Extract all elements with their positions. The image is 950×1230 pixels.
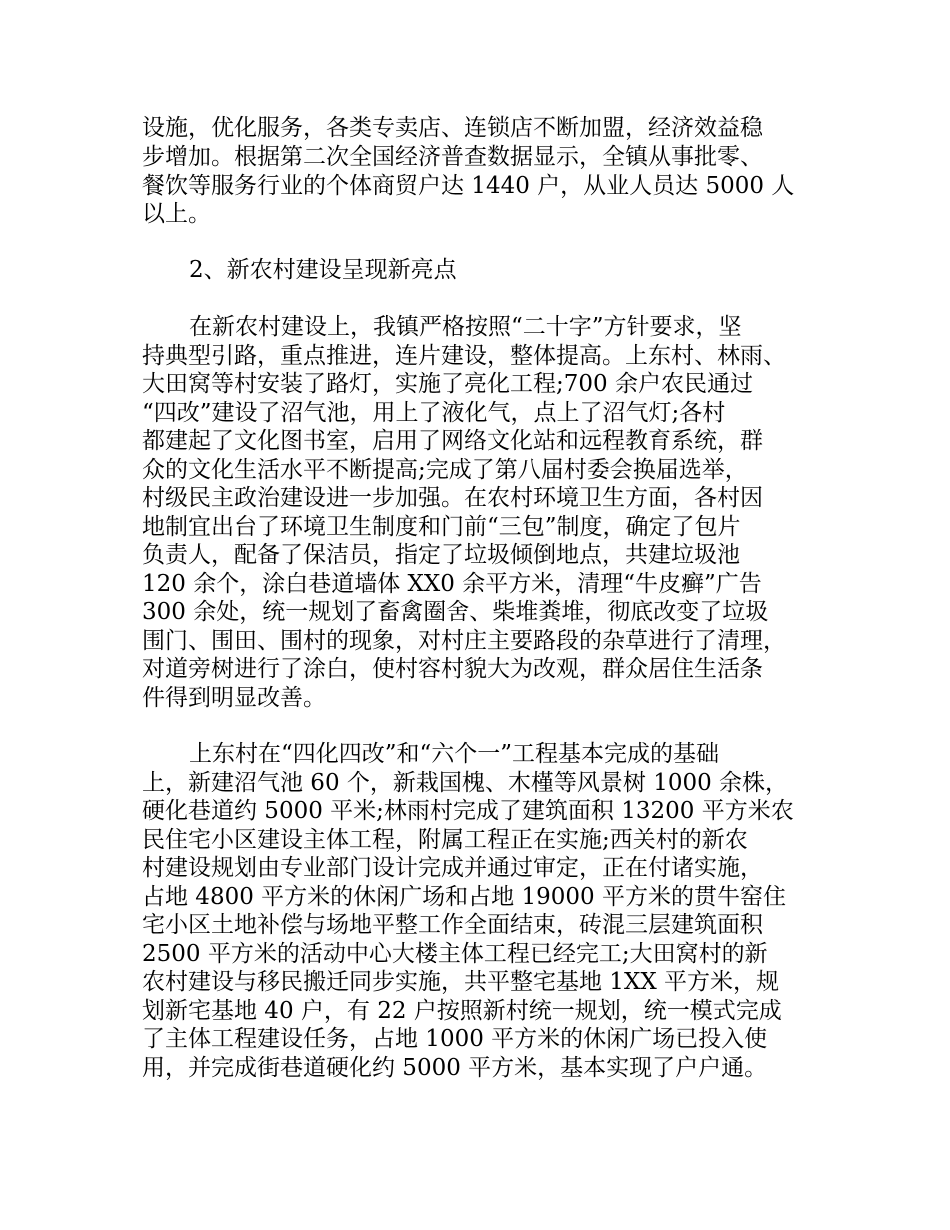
text-line: 120 余个，涂白巷道墙体 XX0 余平方米，清理“牛皮癣”广告 <box>142 571 762 597</box>
text-line: “四改”建设了沼气池，用上了液化气，点上了沼气灯;各村 <box>142 400 726 426</box>
text-line: 餐饮等服务行业的个体商贸户达 1440 户，从业人员达 5000 人 <box>142 173 795 199</box>
text-line: 设施，优化服务，各类专卖店、连锁店不断加盟，经济效益稳 <box>142 115 763 141</box>
text-line: 件得到明显改善。 <box>142 685 326 711</box>
text-line: 农村建设与移民搬迁同步实施，共平整宅基地 1XX 平方米，规 <box>142 969 780 995</box>
text-line: 2500 平方米的活动中心大楼主体工程已经完工;大田窝村的新 <box>142 941 768 967</box>
text-line: 大田窝等村安装了路灯，实施了亮化工程;700 余户农民通过 <box>142 371 753 397</box>
text-line: 众的文化生活水平不断提高;完成了第八届村委会换届选举， <box>142 457 748 483</box>
text-line: 硬化巷道约 5000 平米;林雨村完成了建筑面积 13200 平方米农 <box>142 798 794 824</box>
text-line: 村级民主政治建设进一步加强。在农村环境卫生方面，各村因 <box>142 485 763 511</box>
text-line: 负责人，配备了保洁员，指定了垃圾倾倒地点，共建垃圾池 <box>142 542 740 568</box>
text-line: 300 余处，统一规划了畜禽圈舍、柴堆粪堆，彻底改变了垃圾 <box>142 599 769 625</box>
text-line: 围门、围田、围村的现象，对村庄主要路段的杂草进行了清理， <box>142 628 786 654</box>
text-line: 以上。 <box>142 201 211 227</box>
text-line: 在新农村建设上，我镇严格按照“二十字”方针要求，坚 <box>189 314 742 340</box>
text-line: 用，并完成街巷道硬化约 5000 平方米，基本实现了户户通。 <box>142 1055 768 1081</box>
text-line: 占地 4800 平方米的休闲广场和占地 19000 平方米的贯牛窑住 <box>142 884 786 910</box>
text-line: 都建起了文化图书室，启用了网络文化站和远程教育系统，群 <box>142 428 763 454</box>
text-line: 地制宜出台了环境卫生制度和门前“三包”制度，确定了包片 <box>142 514 741 540</box>
section-heading: 2、新农村建设呈现新亮点 <box>189 257 457 283</box>
text-line: 划新宅基地 40 户，有 22 户按照新村统一规划，统一模式完成 <box>142 998 782 1024</box>
text-line: 持典型引路，重点推进，连片建设，整体提高。上东村、林雨、 <box>142 343 786 369</box>
text-line: 宅小区土地补偿与场地平整工作全面结束，砖混三层建筑面积 <box>142 912 763 938</box>
text-line: 上东村在“四化四改”和“六个一”工程基本完成的基础 <box>189 741 720 767</box>
text-line: 对道旁树进行了涂白，使村容村貌大为改观，群众居住生活条 <box>142 656 763 682</box>
text-line: 了主体工程建设任务，占地 1000 平方米的休闲广场已投入使 <box>142 1026 768 1052</box>
text-line: 村建设规划由专业部门设计完成并通过审定，正在付诸实施， <box>142 855 763 881</box>
text-line: 步增加。根据第二次全国经济普查数据显示，全镇从事批零、 <box>142 144 763 170</box>
text-line: 民住宅小区建设主体工程，附属工程正在实施;西关村的新农 <box>142 827 748 853</box>
text-line: 上，新建沼气池 60 个，新栽国槐、木槿等风景树 1000 余株， <box>142 770 789 796</box>
